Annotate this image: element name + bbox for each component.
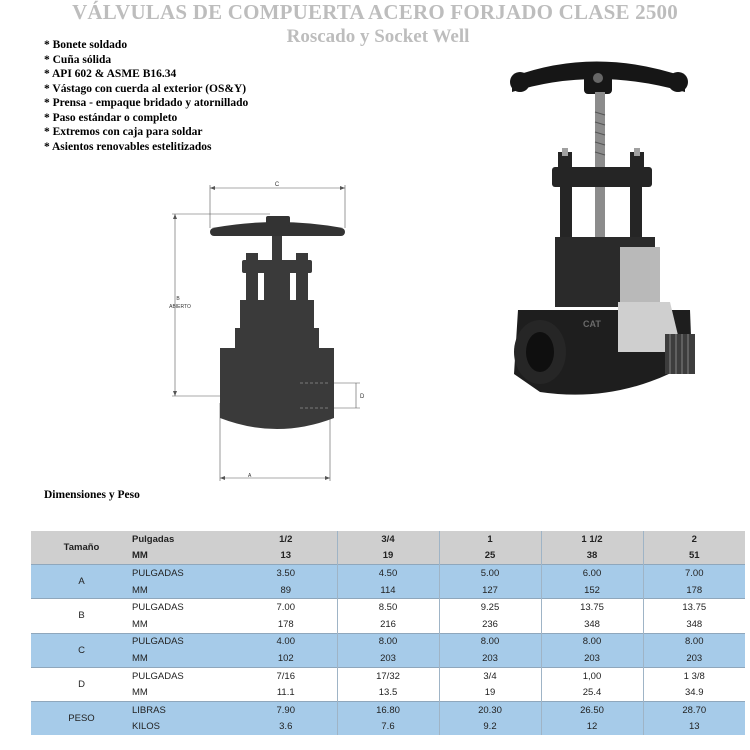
value-cell: 3.6 (235, 719, 337, 736)
page-subtitle: Roscado y Socket Well (286, 26, 470, 47)
table-header-row (31, 548, 745, 565)
value-cell: 152 (541, 582, 643, 599)
feature-item: * Vástago con cuerda al exterior (OS&Y) (44, 82, 248, 97)
value-cell: 7.6 (337, 719, 439, 736)
dim-label-b-sub: ABIERTO (169, 304, 191, 310)
value-cell: 114 (337, 582, 439, 599)
value-cell: 236 (439, 616, 541, 633)
size-in: 1/2 (235, 531, 337, 548)
row-group-label: A (31, 565, 132, 599)
value-cell: 6.00 (541, 565, 643, 582)
table-row (31, 719, 745, 736)
dim-label-b: B (176, 296, 180, 302)
size-mm: 51 (643, 548, 745, 565)
value-cell: 13 (643, 719, 745, 736)
unit-cell: LIBRAS (132, 701, 235, 718)
size-in: 1 (439, 531, 541, 548)
header-unit-in: Pulgadas (132, 531, 235, 548)
value-cell: 13.75 (643, 599, 745, 616)
size-in: 2 (643, 531, 745, 548)
feature-list (44, 38, 248, 154)
feature-item: * Paso estándar o completo (44, 111, 248, 126)
unit-cell: PULGADAS (132, 565, 235, 582)
size-mm: 13 (235, 548, 337, 565)
value-cell: 3.50 (235, 565, 337, 582)
value-cell: 203 (337, 650, 439, 667)
value-cell: 4.50 (337, 565, 439, 582)
dim-label-c: C (274, 182, 280, 188)
value-cell: 13.5 (337, 684, 439, 701)
table-header-row (31, 531, 745, 548)
value-cell: 8.50 (337, 599, 439, 616)
unit-cell: MM (132, 616, 235, 633)
value-cell: 8.00 (439, 633, 541, 650)
table-row (31, 633, 745, 650)
value-cell: 28.70 (643, 701, 745, 718)
value-cell: 7.90 (235, 701, 337, 718)
value-cell: 348 (643, 616, 745, 633)
value-cell: 1 3/8 (643, 667, 745, 684)
dimensions-table (31, 531, 745, 735)
row-group-label: PESO (31, 701, 132, 735)
feature-item: * Asientos renovables estelitizados (44, 140, 248, 155)
value-cell: 7.00 (235, 599, 337, 616)
size-mm: 38 (541, 548, 643, 565)
feature-item: * Bonete soldado (44, 38, 248, 53)
value-cell: 25.4 (541, 684, 643, 701)
value-cell: 8.00 (643, 633, 745, 650)
unit-cell: MM (132, 684, 235, 701)
value-cell: 203 (541, 650, 643, 667)
value-cell: 26.50 (541, 701, 643, 718)
unit-cell: PULGADAS (132, 667, 235, 684)
section-heading: Dimensiones y Peso (44, 489, 140, 501)
table-row (31, 667, 745, 684)
value-cell: 4.00 (235, 633, 337, 650)
value-cell: 20.30 (439, 701, 541, 718)
value-cell: 13.75 (541, 599, 643, 616)
valve-dimension-drawing (160, 178, 370, 483)
size-mm: 25 (439, 548, 541, 565)
unit-cell: PULGADAS (132, 633, 235, 650)
unit-cell: KILOS (132, 719, 235, 736)
value-cell: 1,00 (541, 667, 643, 684)
value-cell: 216 (337, 616, 439, 633)
table-row (31, 684, 745, 701)
size-in: 1 1/2 (541, 531, 643, 548)
value-cell: 12 (541, 719, 643, 736)
value-cell: 348 (541, 616, 643, 633)
dim-label-a: A (248, 473, 252, 479)
value-cell: 102 (235, 650, 337, 667)
valve-cutaway-photo (500, 52, 700, 422)
size-mm: 19 (337, 548, 439, 565)
value-cell: 9.2 (439, 719, 541, 736)
value-cell: 178 (235, 616, 337, 633)
feature-item: * Cuña sólida (44, 53, 248, 68)
value-cell: 34.9 (643, 684, 745, 701)
unit-cell: PULGADAS (132, 599, 235, 616)
value-cell: 7.00 (643, 565, 745, 582)
feature-item: * Prensa - empaque bridado y atornillado (44, 96, 248, 111)
size-label: Tamaño (31, 531, 132, 565)
value-cell: 16.80 (337, 701, 439, 718)
value-cell: 203 (439, 650, 541, 667)
value-cell: 17/32 (337, 667, 439, 684)
value-cell: 203 (643, 650, 745, 667)
table-row (31, 582, 745, 599)
page-title: VÁLVULAS DE COMPUERTA ACERO FORJADO CLASE 2500 (72, 0, 678, 24)
value-cell: 11.1 (235, 684, 337, 701)
feature-item: * API 602 & ASME B16.34 (44, 67, 248, 82)
row-group-label: B (31, 599, 132, 633)
value-cell: 3/4 (439, 667, 541, 684)
value-cell: 7/16 (235, 667, 337, 684)
value-cell: 5.00 (439, 565, 541, 582)
table-row (31, 616, 745, 633)
feature-item: * Extremos con caja para soldar (44, 125, 248, 140)
value-cell: 8.00 (337, 633, 439, 650)
table-row (31, 650, 745, 667)
dim-label-d: D (360, 394, 365, 400)
unit-cell: MM (132, 650, 235, 667)
table-row (31, 565, 745, 582)
value-cell: 9.25 (439, 599, 541, 616)
photo-cast-marking: CAT (583, 319, 601, 329)
value-cell: 178 (643, 582, 745, 599)
size-in: 3/4 (337, 531, 439, 548)
value-cell: 19 (439, 684, 541, 701)
table-row (31, 599, 745, 616)
value-cell: 127 (439, 582, 541, 599)
table-row (31, 701, 745, 718)
header-unit-mm: MM (132, 548, 235, 565)
row-group-label: D (31, 667, 132, 701)
value-cell: 89 (235, 582, 337, 599)
value-cell: 8.00 (541, 633, 643, 650)
row-group-label: C (31, 633, 132, 667)
unit-cell: MM (132, 582, 235, 599)
